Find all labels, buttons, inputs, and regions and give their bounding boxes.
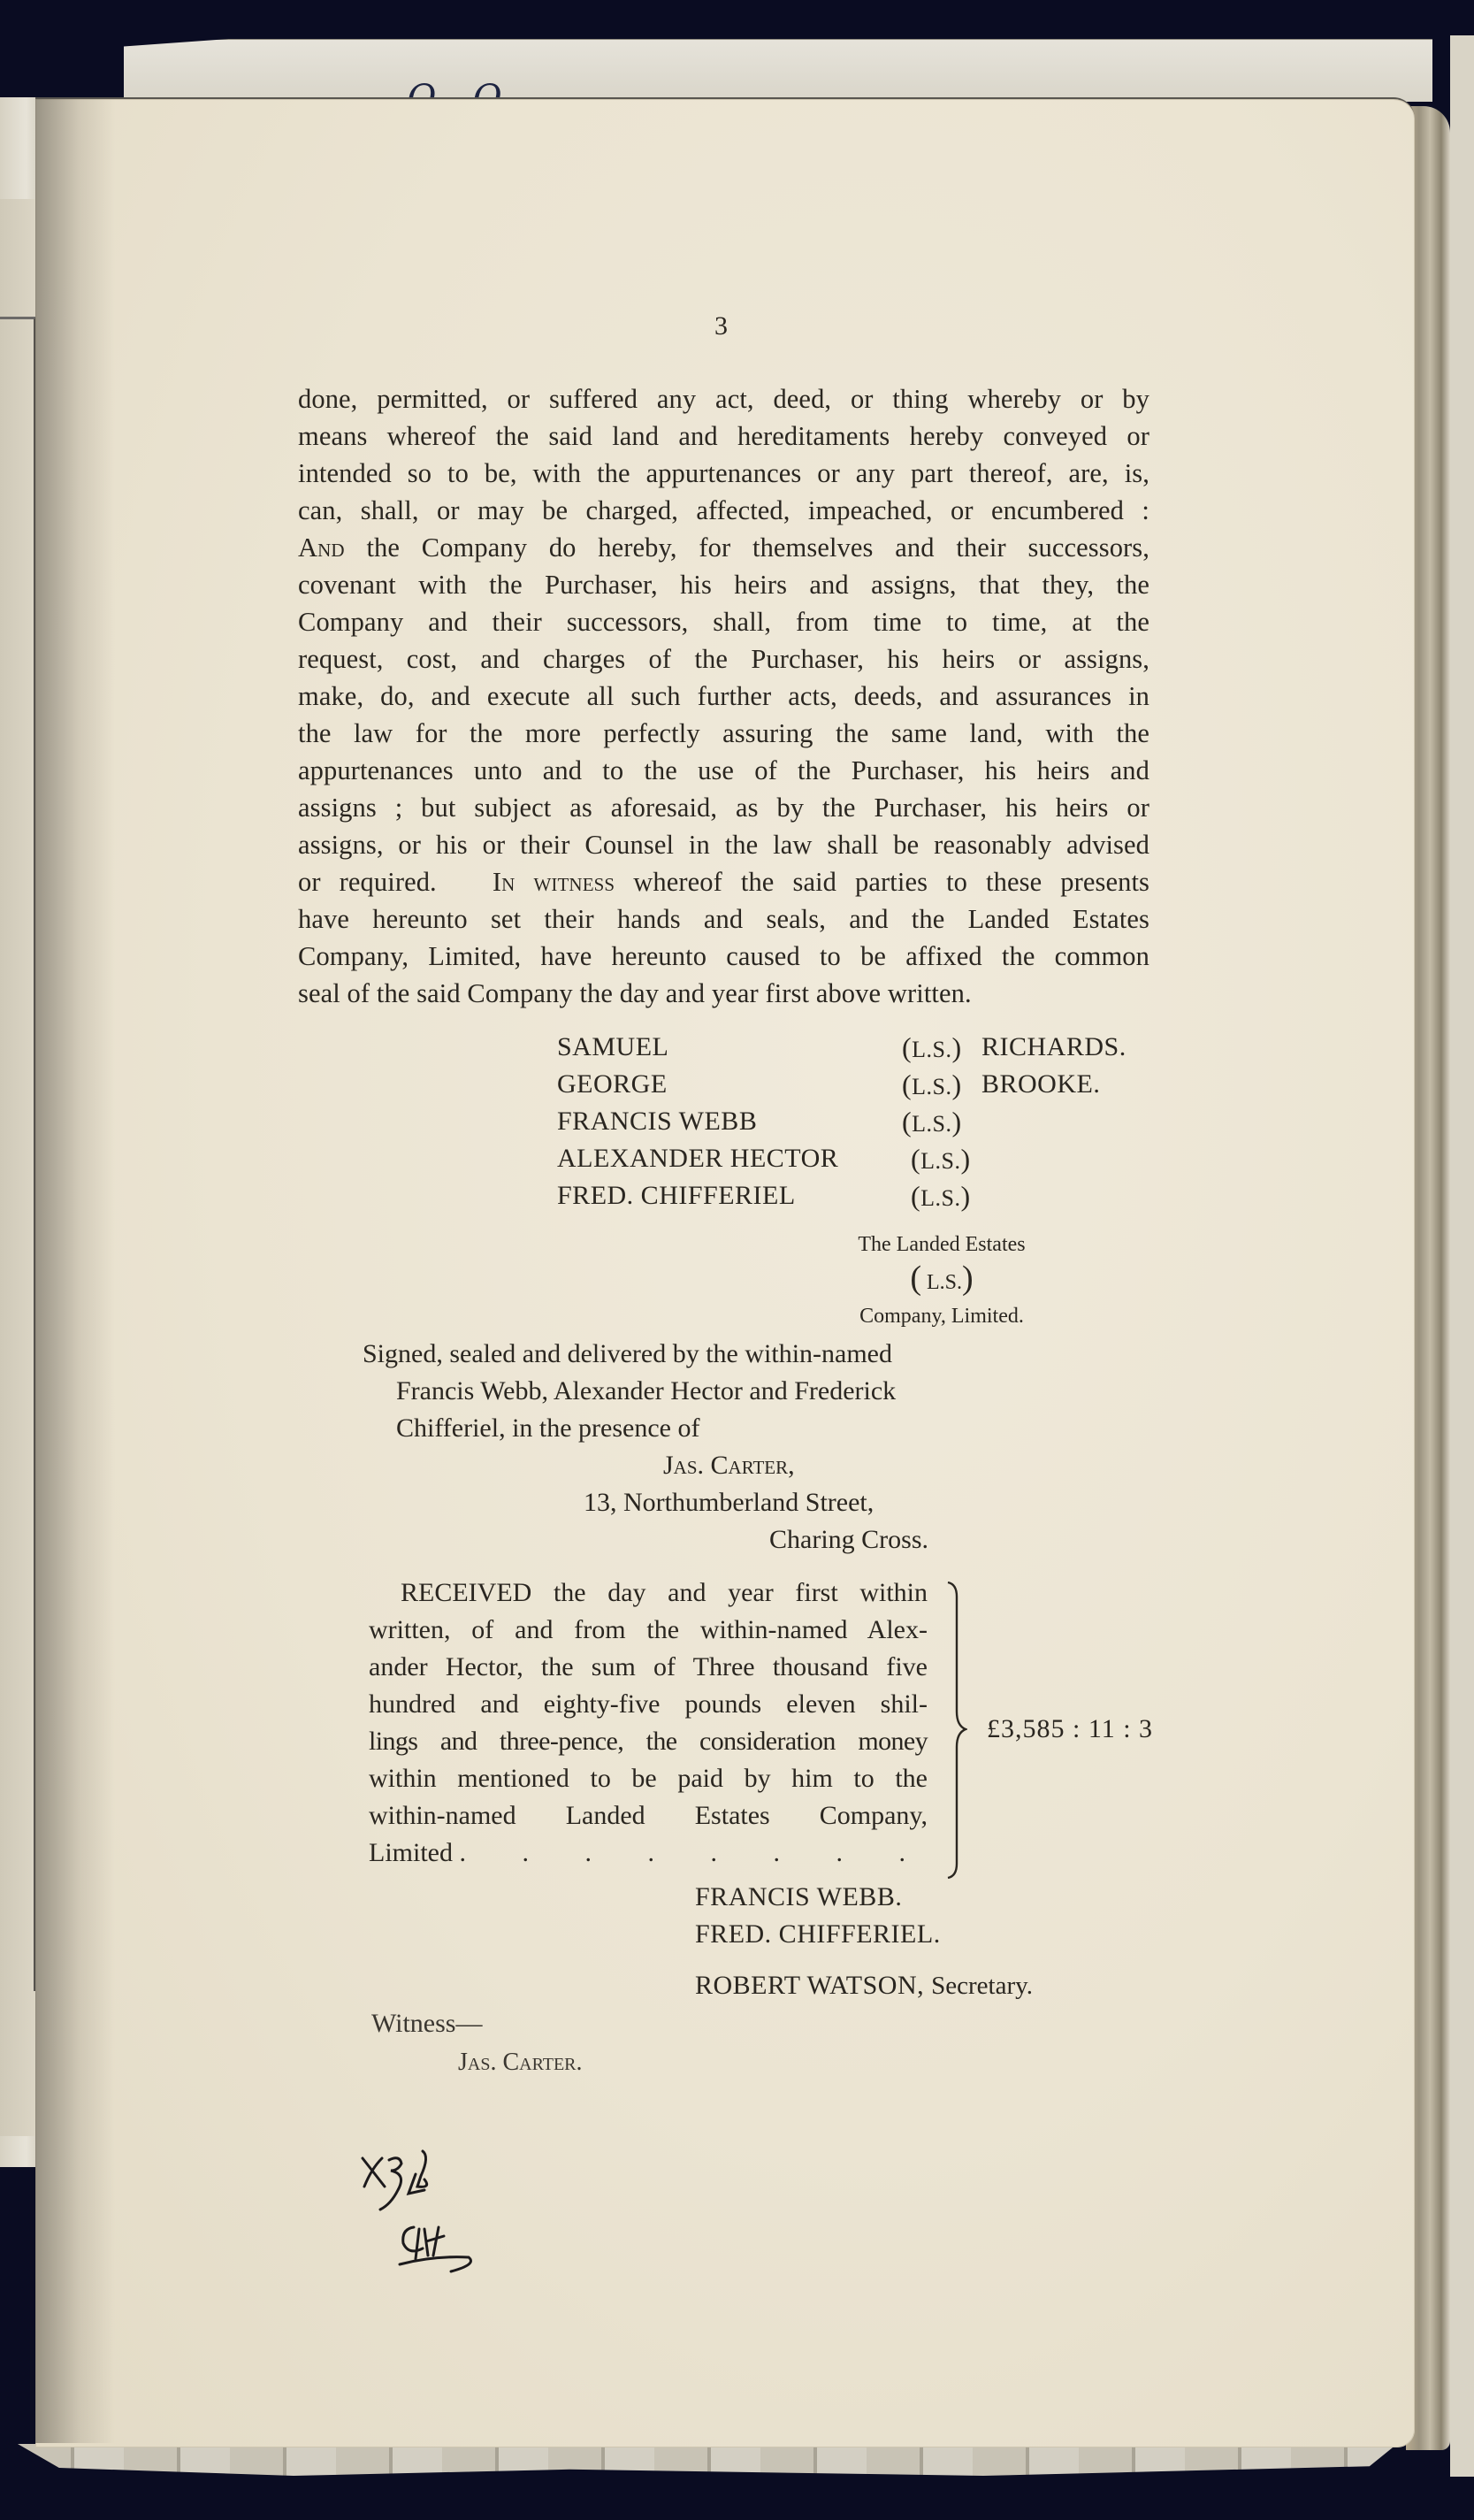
seal-mark: (L.S.) <box>911 1180 971 1212</box>
receipt-line: within-named Landed Estates Company, <box>369 1801 928 1830</box>
body-line: done, permitted, or suffered any act, deed, or thing whereby or by <box>298 384 1149 414</box>
body-line: covenant with the Purchaser, his heirs and assigns, that they, the <box>298 570 1149 600</box>
body-line: make, do, and execute all such further acts, deeds, and assurances in <box>298 681 1149 711</box>
seal-mark: (L.S.) <box>902 1106 962 1137</box>
body-line-text: the Company do hereby, for themselves and their successors, <box>366 532 1149 563</box>
secretary-role: Secretary. <box>931 1972 1033 2000</box>
secretary-name: ROBERT WATSON, <box>695 1971 925 2000</box>
body-line: assigns ; but subject as aforesaid, as by the Purchaser, his heirs or <box>298 793 1149 823</box>
receipt-signer: FRANCIS WEBB. <box>695 1882 903 1911</box>
body-line <box>298 863 1149 900</box>
attesting-witness-locality: Charing Cross. <box>769 1525 928 1554</box>
company-seal-block <box>822 1228 1061 1333</box>
body-line: appurtenances unto and to the use of the Purchaser, his heirs and <box>298 755 1149 785</box>
receipt-line: written, of and from the within-named Alex- <box>369 1615 928 1644</box>
body-line: Company, Limited, have hereunto caused to be affixed the common <box>298 941 1149 971</box>
seal-mark: (L.S.) <box>902 1069 962 1100</box>
receipt-line: hundred and eighty-five pounds eleven shil- <box>369 1689 928 1719</box>
witness-block <box>371 2004 583 2082</box>
body-line: have hereunto set their hands and seals, and the Landed Estates <box>298 904 1149 934</box>
receipt-line: lings and three-pence, the consideration money <box>369 1727 928 1756</box>
receipt-clause <box>369 1574 928 1872</box>
required-text: or required. <box>298 867 437 897</box>
body-line-text: whereof the said parties to these presents <box>633 867 1150 897</box>
handwriting-mark <box>403 2227 444 2259</box>
attestation-line: Francis Webb, Alexander Hector and Frederick <box>396 1376 897 1406</box>
deed-body-text <box>298 380 1149 1012</box>
receipt-line: ander Hector, the sum of Three thousand five <box>369 1652 928 1681</box>
body-line: request, cost, and charges of the Purchaser, his heirs or assigns, <box>298 644 1149 674</box>
body-line: the law for the more perfectly assuring the same land, with the <box>298 718 1149 748</box>
signatory-name: FRANCIS WEBB <box>557 1107 758 1136</box>
witness-label: Witness— <box>371 2009 483 2038</box>
receipt-signer: FRED. CHIFFERIEL. <box>695 1919 941 1949</box>
attesting-witness-name: Jas. Carter, <box>663 1451 795 1480</box>
signatory-name: GEORGE <box>557 1069 668 1099</box>
receipt-line: RECEIVED the day and year first within <box>401 1578 928 1607</box>
company-seal-line1: The Landed Estates <box>858 1233 1026 1256</box>
receipt-line <box>369 1834 928 1872</box>
witness-name: Jas. Carter. <box>458 2049 583 2076</box>
company-seal-mark: ( L.S.) <box>910 1260 974 1297</box>
attestation-clause <box>363 1336 928 1559</box>
body-line: seal of the said Company the day and year first above written. <box>298 978 972 1008</box>
body-line: intended so to be, with the appurtenances or any part thereof, are, is, <box>298 458 1149 488</box>
seal-mark: (L.S.) <box>902 1031 962 1063</box>
handwriting-mark <box>409 2151 427 2194</box>
signatory-surname: RICHARDS. <box>981 1032 1127 1061</box>
body-line: assigns, or his or their Counsel in the law shall be reasonably advised <box>298 830 1149 860</box>
secretary-signature <box>695 1967 1033 2004</box>
receipt-line: within mentioned to be paid by him to the <box>369 1764 928 1793</box>
receipt-signers <box>695 1879 1033 2004</box>
seal-mark: (L.S.) <box>911 1143 971 1175</box>
handwriting-mark <box>363 2158 385 2187</box>
in-witness-lead: In witness <box>492 867 615 897</box>
attestation-line: Chifferiel, in the presence of <box>396 1413 700 1443</box>
company-seal-line2: Company, Limited. <box>859 1305 1024 1328</box>
body-line <box>298 529 1149 566</box>
leader-dots: . . . . . . . . <box>459 1838 930 1867</box>
body-line: Company and their successors, shall, from time to time, at the <box>298 607 1149 637</box>
signatory-surname: BROOKE. <box>981 1069 1101 1099</box>
page-number: 3 <box>714 311 728 341</box>
signatory-name: SAMUEL <box>557 1032 669 1061</box>
curly-brace <box>944 1579 967 1880</box>
handwritten-annotation <box>336 2123 495 2273</box>
and-lead: And <box>298 532 345 563</box>
receipt-amount: £3,585 : 11 : 3 <box>987 1714 1154 1743</box>
attesting-witness-address: 13, Northumberland Street, <box>584 1488 874 1517</box>
body-line: means whereof the said land and hereditaments hereby conveyed or <box>298 421 1149 451</box>
receipt-last-word: Limited <box>369 1838 453 1867</box>
signatory-name: ALEXANDER HECTOR <box>557 1144 839 1173</box>
attestation-line: Signed, sealed and delivered by the within-named <box>363 1339 892 1368</box>
handwriting-mark <box>400 2257 471 2271</box>
signatory-name: FRED. CHIFFERIEL <box>557 1181 796 1210</box>
body-line: can, shall, or may be charged, affected, impeached, or encumbered : <box>298 495 1149 525</box>
